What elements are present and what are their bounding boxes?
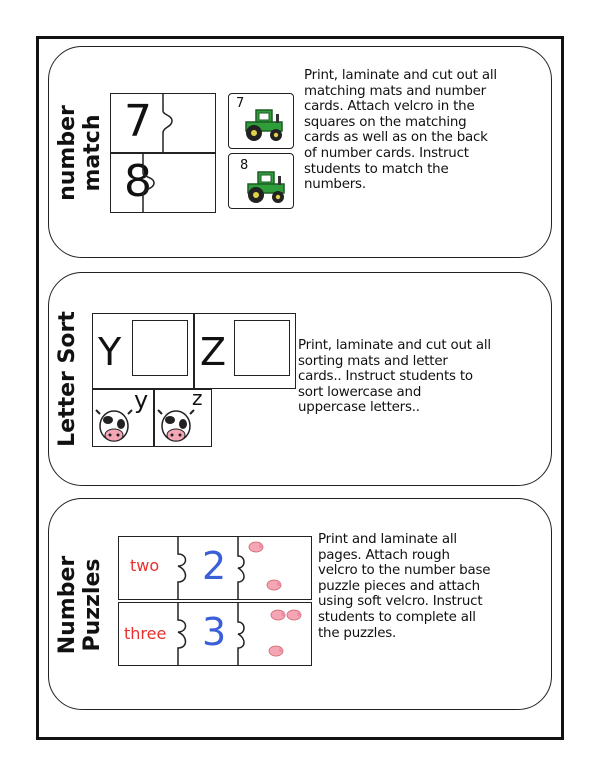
desc-line: matching mats and number xyxy=(304,83,486,99)
card-description xyxy=(298,338,554,416)
desc-line: students to match the xyxy=(304,161,449,177)
tractor-icon xyxy=(240,106,288,142)
pig-icon xyxy=(270,608,286,620)
desc-line: students to complete all xyxy=(318,609,476,625)
card-description xyxy=(304,68,554,193)
card-letter: z xyxy=(192,386,203,410)
puzzle-edge xyxy=(170,602,250,666)
desc-line: Print and laminate all xyxy=(318,532,457,547)
desc-line: numbers. xyxy=(304,177,366,193)
card-title-number-puzzles xyxy=(55,545,113,665)
puzzle-word: two xyxy=(130,556,160,575)
pig-icon xyxy=(286,608,302,620)
desc-line: using soft velcro. Instruct xyxy=(318,594,483,610)
letter-square xyxy=(132,320,188,376)
card-description xyxy=(318,532,554,641)
cow-icon xyxy=(94,408,134,444)
title-line: match xyxy=(80,114,105,192)
letter-square xyxy=(234,320,290,376)
desc-line: cards. Attach velcro in the xyxy=(304,99,475,115)
desc-line: pages. Attach rough xyxy=(318,547,450,563)
desc-line: of number cards. Instruct xyxy=(304,145,469,161)
puzzle-edge xyxy=(140,153,170,213)
desc-line: cards.. Instruct students to xyxy=(298,369,473,385)
desc-line: cards as well as on the back xyxy=(304,130,488,146)
puzzle-digit: 3 xyxy=(202,610,227,654)
puzzle-word: three xyxy=(124,624,167,643)
puzzle-digit: 2 xyxy=(202,544,227,588)
desc-line: Print, laminate and cut out all xyxy=(298,338,491,353)
title-line: Puzzles xyxy=(80,558,105,652)
mat-number: 8 xyxy=(124,156,152,207)
card-letter: y xyxy=(134,386,149,414)
mat-letter: Z xyxy=(200,330,227,374)
desc-line: Print, laminate and cut out all xyxy=(304,68,497,83)
desc-line: the puzzles. xyxy=(318,625,397,641)
card-title-number-match xyxy=(55,93,113,213)
card-title-letter-sort xyxy=(54,304,84,454)
mat-number: 7 xyxy=(124,96,152,147)
title-line: number xyxy=(55,105,80,201)
desc-line: puzzle pieces and attach xyxy=(318,578,480,594)
card-number: 8 xyxy=(240,158,249,173)
tractor-icon xyxy=(242,168,290,204)
desc-line: velcro to the number base xyxy=(318,563,491,579)
title-line: Number xyxy=(55,555,80,655)
desc-line: sort lowercase and xyxy=(298,384,422,400)
desc-line: sorting mats and letter xyxy=(298,353,448,369)
pig-icon xyxy=(268,644,284,656)
desc-line: squares on the matching xyxy=(304,114,467,130)
mat-letter: Y xyxy=(98,330,122,374)
card-number: 7 xyxy=(236,96,245,111)
desc-line: uppercase letters.. xyxy=(298,400,420,416)
cow-icon xyxy=(156,408,196,444)
pig-icon xyxy=(248,540,264,552)
title-line: Letter Sort xyxy=(55,311,80,447)
puzzle-edge xyxy=(170,536,250,600)
pig-icon xyxy=(266,578,282,590)
puzzle-edge xyxy=(160,93,190,153)
